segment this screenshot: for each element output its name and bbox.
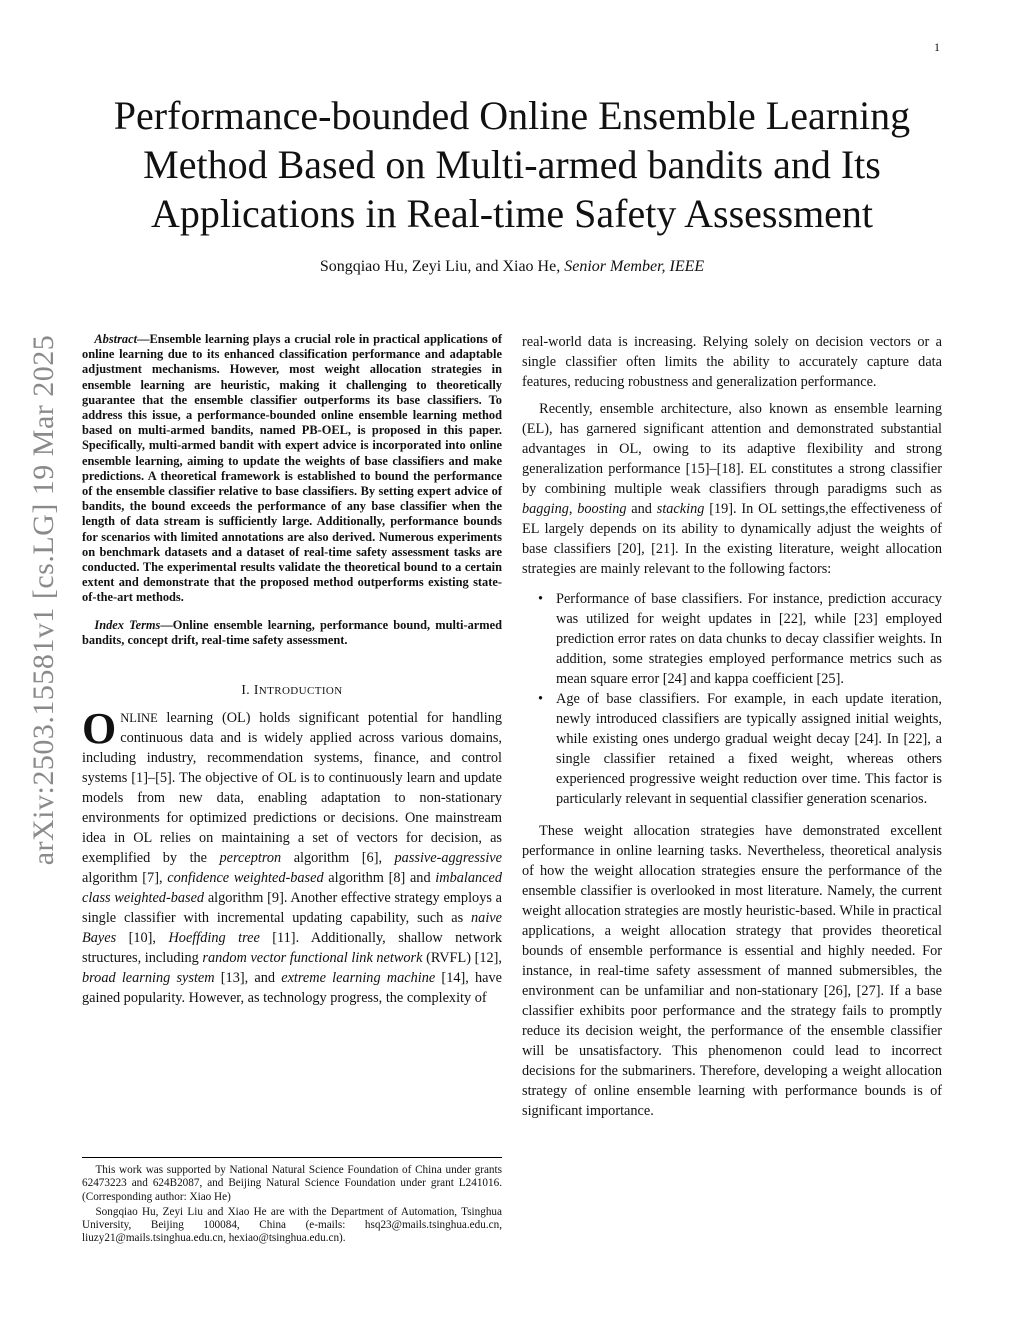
arxiv-stamp-text: arXiv:2503.15581v1 [cs.LG] 19 Mar 2025 <box>27 334 60 866</box>
list-item-text: Age of base classifiers. For example, in each update iteration, newly introduced classifiers are typically assigned initial weights, while existing ones undergo gradual weight decay [24]. In [22], a single classifier retained a fixed weight, whereas others experienced progressive weight reduction over time. This factor is particularly relevant in sequential classifier generation scenarios. <box>556 691 942 807</box>
bullet-icon: • <box>538 591 544 607</box>
author-membership: Senior Member, IEEE <box>564 258 705 276</box>
page-number: 1 <box>934 40 940 54</box>
section-heading-introduction <box>82 682 502 698</box>
intro-paragraph: ONLINE learning (OL) holds significant potential for handling continuous data and is widely applied across various domains, including industry, recommendation systems, finance, and control systems [1]–[5]. The objective of OL is to continuously learn and update models from new data, enabling adaptation to non-stationary environments for optimized predictions or decisions. One mainstream idea in OL relies on maintaining a set of vectors for decision, as exemplified by the perceptron algorithm [6], passive-aggressive algorithm [7], confidence weighted-based algorithm [8] and imbalanced class weighted-based algorithm [9]. Another effective strategy employs a single classifier with incremental updating capability, such as naive Bayes [10], Hoeffding tree [11]. Additionally, shallow network structures, including random vector functional link network (RVFL) [12], broad learning system [13], and extreme learning machine [14], have gained popularity. However, as technology progress, the complexity of <box>82 704 503 1007</box>
title-block <box>60 92 964 276</box>
abstract <box>82 332 502 606</box>
abstract-label: Abstract <box>94 332 138 346</box>
section-title-first-letter: I <box>253 682 259 698</box>
section-title-rest: NTRODUCTION <box>258 685 343 698</box>
index-terms-label: Index Terms <box>94 617 161 632</box>
left-column <box>82 332 502 1008</box>
drop-cap: O <box>82 704 117 754</box>
author-list <box>60 258 964 276</box>
title-line: Applications in Real-time Safety Assessment <box>150 190 874 236</box>
abstract-text: —Ensemble learning plays a crucial role in practical applications of online learning due to its enhanced classification performance and adaptable adjustment mechanisms. However, most weight allocation strategies in ensemble learning are heuristic, making it challenging to theoretically guarantee that the ensemble classifier outperforms its base classifiers. To address this issue, a performance-bounded online ensemble learning method based on multi-armed bandits, named PB-OEL, is proposed in this paper. Specifically, multi-armed bandit with expert advice is incorporated into online ensemble learning, aiming to update the weights of base classifiers and make predictions. A theoretical framework is established to bound the performance of the ensemble classifier relative to base classifiers. By setting expert advice of bandits, the bound exceeds the performance of any base classifier when the length of data stream is sufficiently large. Additionally, performance bounds for scenarios with limited annotations are also derived. Numerous experiments on benchmark datasets and a dataset of real-time safety assessment tasks are conducted. The experimental results validate the theoretical bound to a certain extent and demonstrate that the proposed method outperforms existing state-of-the-art methods. <box>82 332 502 605</box>
affiliation-footnote: Songqiao Hu, Zeyi Liu and Xiao He are with the Department of Automation, Tsinghua University, Beijing 100084, China (e-mails: hsq23@mails.tsinghua.edu.cn, liuzy21@mails.tsinghua.edu.cn, hexiao@tsinghua.edu.cn). <box>82 1205 502 1245</box>
continuation-paragraph: real-world data is increasing. Relying solely on decision vectors or a single classifier often limits the ability to accurately capture data features, reducing robustness and generalization performance. <box>522 334 942 390</box>
factor-list <box>522 589 942 809</box>
footnotes <box>82 1157 502 1246</box>
right-column <box>522 332 942 1121</box>
index-terms-text: —Online ensemble learning, performance bound, multi-armed bandits, concept drift, real-time safety assessment. <box>82 617 503 647</box>
funding-footnote: This work was supported by National Natural Science Foundation of China under grants 62473223 and 624B2087, and Beijing Natural Science Foundation under grant L241016. (Corresponding author: Xiao He) <box>82 1164 502 1203</box>
list-item-text: Performance of base classifiers. For instance, prediction accuracy was utilized for weight updates in [22], while [23] employed prediction error rates on data chunks to decay classifier weights. In addition, some strategies employed performance metrics such as mean square error [24] and kappa coefficient [25]. <box>556 591 942 687</box>
weight-allocation-paragraph: These weight allocation strategies have demonstrated excellent performance in online learning tasks. Nevertheless, theoretical analysis of how the weight allocation strategies ensure the performance of the ensemble classifier is overlooked in most literature. Namely, the current weight allocation strategies are mostly heuristic-based. While in practical applications, a weight allocation strategy that provides theoretical bounds of ensemble performance is essential and highly needed. For instance, in real-time safety assessment of manned submersibles, the environment can be unfamiliar and non-stationary [26], [27]. If a base classifier exhibits poor performance and the strategy fails to promptly reduce its decision weight, the performance of the ensemble classifier will be unsatisfactory. This phenomenon could lead to incorrect decisions for the submariners. Therefore, developing a weight allocation strategy of online ensemble learning with performance bounds is of significant importance. <box>522 823 942 1119</box>
list-item <box>522 689 942 809</box>
index-terms <box>82 618 502 648</box>
ensemble-learning-paragraph: Recently, ensemble architecture, also known as ensemble learning (EL), has garnered significant attention and demonstrated substantial advantages in OL, owing to its adaptive flexibility and strong generalization performance [15]–[18]. EL constitutes a strong classifier by combining multiple weak classifiers through paradigms such as bagging, boosting and stacking [19]. In OL settings,the effectiveness of EL largely depends on its ability to dynamically adjust the weights of base classifiers [20], [21]. In the existing literature, weight allocation strategies are mainly relevant to the following factors: <box>522 401 942 577</box>
paper-title <box>60 92 964 238</box>
list-item <box>522 589 942 689</box>
small-caps-word: NLINE <box>120 711 158 726</box>
title-line: Method Based on Multi-armed bandits and Its <box>143 141 881 187</box>
bullet-icon: • <box>538 691 544 707</box>
title-line: Performance-bounded Online Ensemble Learning <box>113 93 911 138</box>
section-numeral: I. <box>241 682 251 698</box>
author-names: Songqiao Hu, Zeyi Liu, and Xiao He, <box>319 258 561 276</box>
